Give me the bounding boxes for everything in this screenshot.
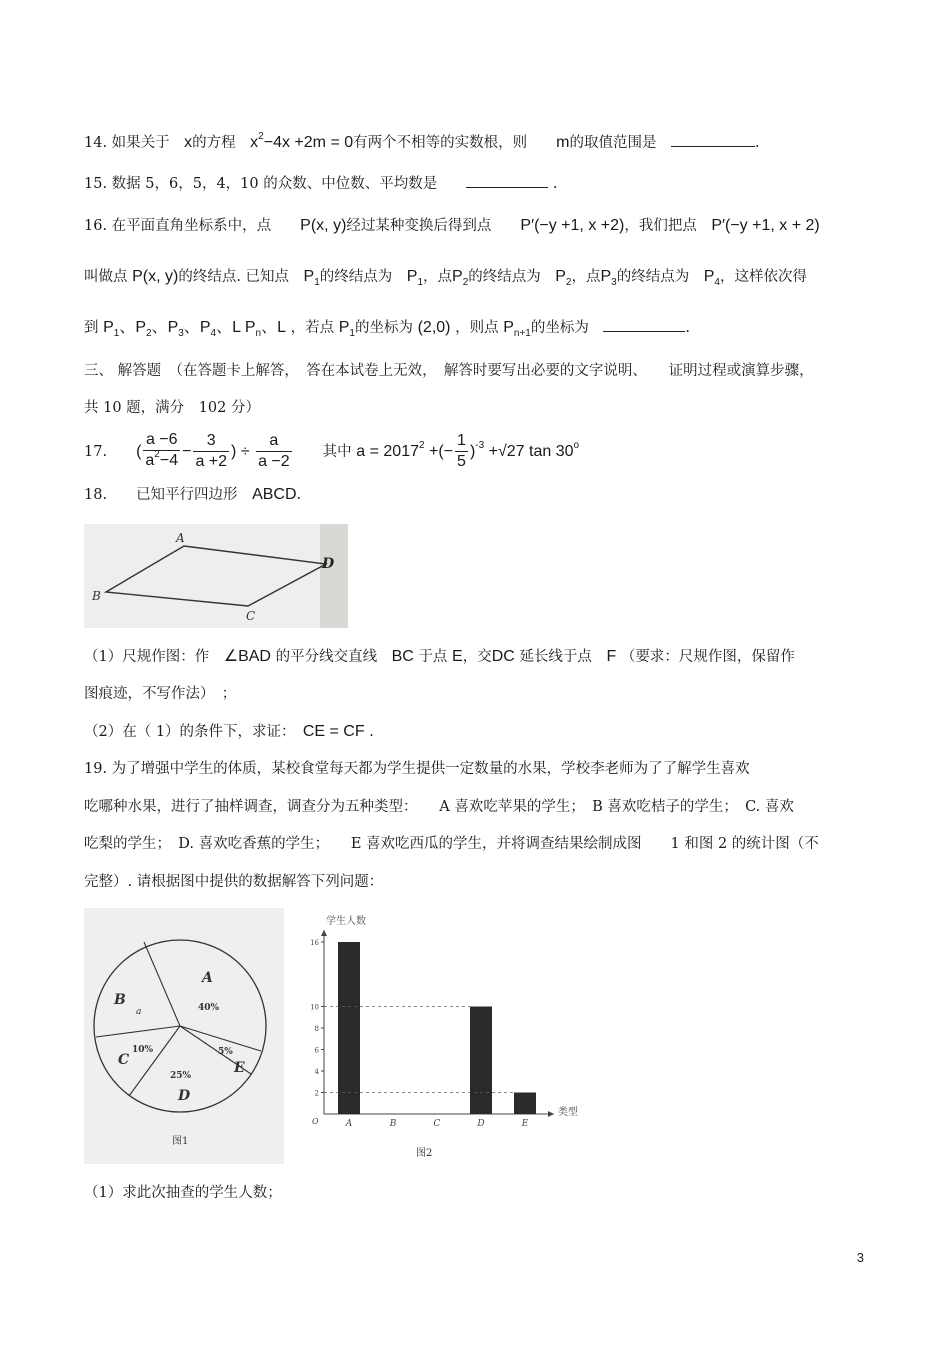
figure-1-caption: 图1 bbox=[172, 1136, 189, 1147]
answer-blank-15[interactable] bbox=[466, 173, 548, 188]
category-label-D: D bbox=[477, 1119, 485, 1129]
question-19-part1: （1）求此次抽查的学生人数； bbox=[84, 1185, 282, 1201]
section-3-heading: 三、 解答题 （在答题卡上解答， 答在本试卷上无效， 解答时要写出必要的文字说明、 证明过程或演算步骤， bbox=[84, 363, 814, 379]
pie-pct-e: 5% bbox=[218, 1047, 233, 1057]
question-15: 15. 数据 5，6，5，4，10 的众数、中位数、平均数是 . bbox=[84, 173, 557, 194]
y-axis-title: 学生人数 bbox=[326, 916, 366, 927]
vertex-label-c: C bbox=[246, 609, 256, 623]
pie-label-a: A bbox=[202, 970, 213, 986]
pie-pct-d: 25% bbox=[170, 1071, 192, 1081]
vertex-label-d: D bbox=[322, 556, 335, 572]
bar-chart-ticks bbox=[310, 939, 324, 1098]
y-tick-label-10: 10 bbox=[310, 1003, 319, 1012]
y-tick-label-6: 6 bbox=[314, 1046, 319, 1055]
expression-17: ( $\frac{a -6}{a^2-4}$ − $\frac{3}{a +2}$ ) ÷ $\frac{a}{a -2}$ bbox=[136, 431, 290, 471]
pie-label-b: B bbox=[114, 992, 126, 1008]
vertex-label-a: A bbox=[176, 531, 185, 545]
question-19-line2: 吃哪种水果，进行了抽样调查，调查分为五种类型： A 喜欢吃苹果的学生； B 喜欢吃桔子的学生； C. 喜欢 bbox=[84, 799, 794, 815]
bar-E bbox=[514, 1093, 536, 1115]
category-label-E: E bbox=[521, 1119, 529, 1129]
question-18-part1-line2: 图痕迹，不写作法） ； bbox=[84, 686, 237, 702]
question-16-line3: 到 $P_1$、$P_2$、$P_3$、$P_4$、L $P_n$、L ，若点 $P_1$的坐标为 (2,0) ，则点 $P_{n+1}$的坐标为 . bbox=[84, 319, 690, 339]
y-tick-label-2: 2 bbox=[314, 1089, 319, 1098]
y-tick-label-8: 8 bbox=[314, 1025, 319, 1033]
category-label-A: A bbox=[345, 1119, 353, 1129]
category-label-B: B bbox=[389, 1119, 397, 1129]
y-tick-label-4: 4 bbox=[314, 1068, 319, 1076]
pie-value-b: a bbox=[136, 1007, 142, 1017]
question-14: 14. 如果关于 x的方程 $x^2-4x +2m = 0$有两个不相等的实数根，则 m的取值范围是 . bbox=[84, 131, 760, 151]
question-18-part2: （2）在（ 1）的条件下，求证： CE = CF . bbox=[84, 723, 374, 740]
bar-chart-bars bbox=[324, 942, 536, 1114]
equation-14: $x^2-4x +2m = 0$ bbox=[250, 131, 354, 151]
pie-pct-a: 40% bbox=[198, 1003, 220, 1013]
question-18: 18. 已知平行四边形 ABCD. bbox=[84, 486, 302, 503]
bar-A bbox=[338, 942, 360, 1114]
y-tick-label-16: 16 bbox=[310, 939, 319, 947]
question-17: 17. ( $\frac{a -6}{a^2-4}$ − $\frac{3}{a +2}$ ) ÷ $\frac{a}{a -2}$ 其中 $a = 2017^2$ +(− $\frac{1}{5}$ )$^{-3}$ +√27 tan 30$^o$ bbox=[84, 431, 580, 471]
pie-pct-c: 10% bbox=[132, 1045, 154, 1055]
page-number: 3 bbox=[856, 1250, 864, 1265]
pie-label-e: E bbox=[234, 1060, 245, 1076]
parallelogram-figure bbox=[84, 524, 348, 628]
question-18-part1: （1）尺规作图：作 ∠BAD 的平分线交直线 BC 于点 E，交DC 延长线于点 F （要求：尺规作图，保留作 bbox=[84, 648, 795, 665]
question-19-line4: 完整）. 请根据图中提供的数据解答下列问题： bbox=[84, 874, 384, 890]
category-label-C: C bbox=[433, 1119, 441, 1129]
question-16-line2: 叫做点 P(x, y)的终结点. 已知点 $P_1$的终结点为 $P_1$，点$P_2$的终结点为 $P_2$，点$P_3$的终结点为 $P_4$，这样依次得 bbox=[84, 268, 807, 288]
bar-D bbox=[470, 1007, 492, 1115]
figure-2-caption: 图2 bbox=[416, 1148, 433, 1159]
vertex-label-b: B bbox=[92, 589, 101, 603]
answer-blank-16[interactable] bbox=[603, 317, 685, 332]
answer-blank-14[interactable] bbox=[671, 132, 755, 147]
x-axis-title: 类型 bbox=[558, 1107, 578, 1118]
pie-label-c: C bbox=[118, 1052, 130, 1068]
question-16-line1: 16. 在平面直角坐标系中，点 P(x, y)经过某种变换后得到点 P′(−y +1, x +2)，我们把点 P′(−y +1, x + 2) bbox=[84, 217, 820, 234]
question-19-line3: 吃梨的学生； D. 喜欢吃香蕉的学生； E 喜欢吃西瓜的学生，并将调查结果绘制成图 1 和图 2 的统计图（不 bbox=[84, 836, 819, 852]
bar-chart-categories bbox=[345, 1119, 529, 1129]
y-axis-arrow bbox=[321, 930, 327, 936]
question-19-line1: 19. 为了增强中学生的体质，某校食堂每天都为学生提供一定数量的水果，学校李老师为了了解学生喜欢 bbox=[84, 761, 750, 777]
pie-label-d: D bbox=[178, 1088, 191, 1104]
x-axis-arrow bbox=[548, 1111, 554, 1117]
pie-chart-figure-1 bbox=[84, 908, 284, 1164]
axis-origin: O bbox=[312, 1117, 319, 1126]
bar-chart-figure-2 bbox=[304, 912, 600, 1164]
section-3-heading-line2: 共 10 题，满分 102 分） bbox=[84, 400, 260, 416]
